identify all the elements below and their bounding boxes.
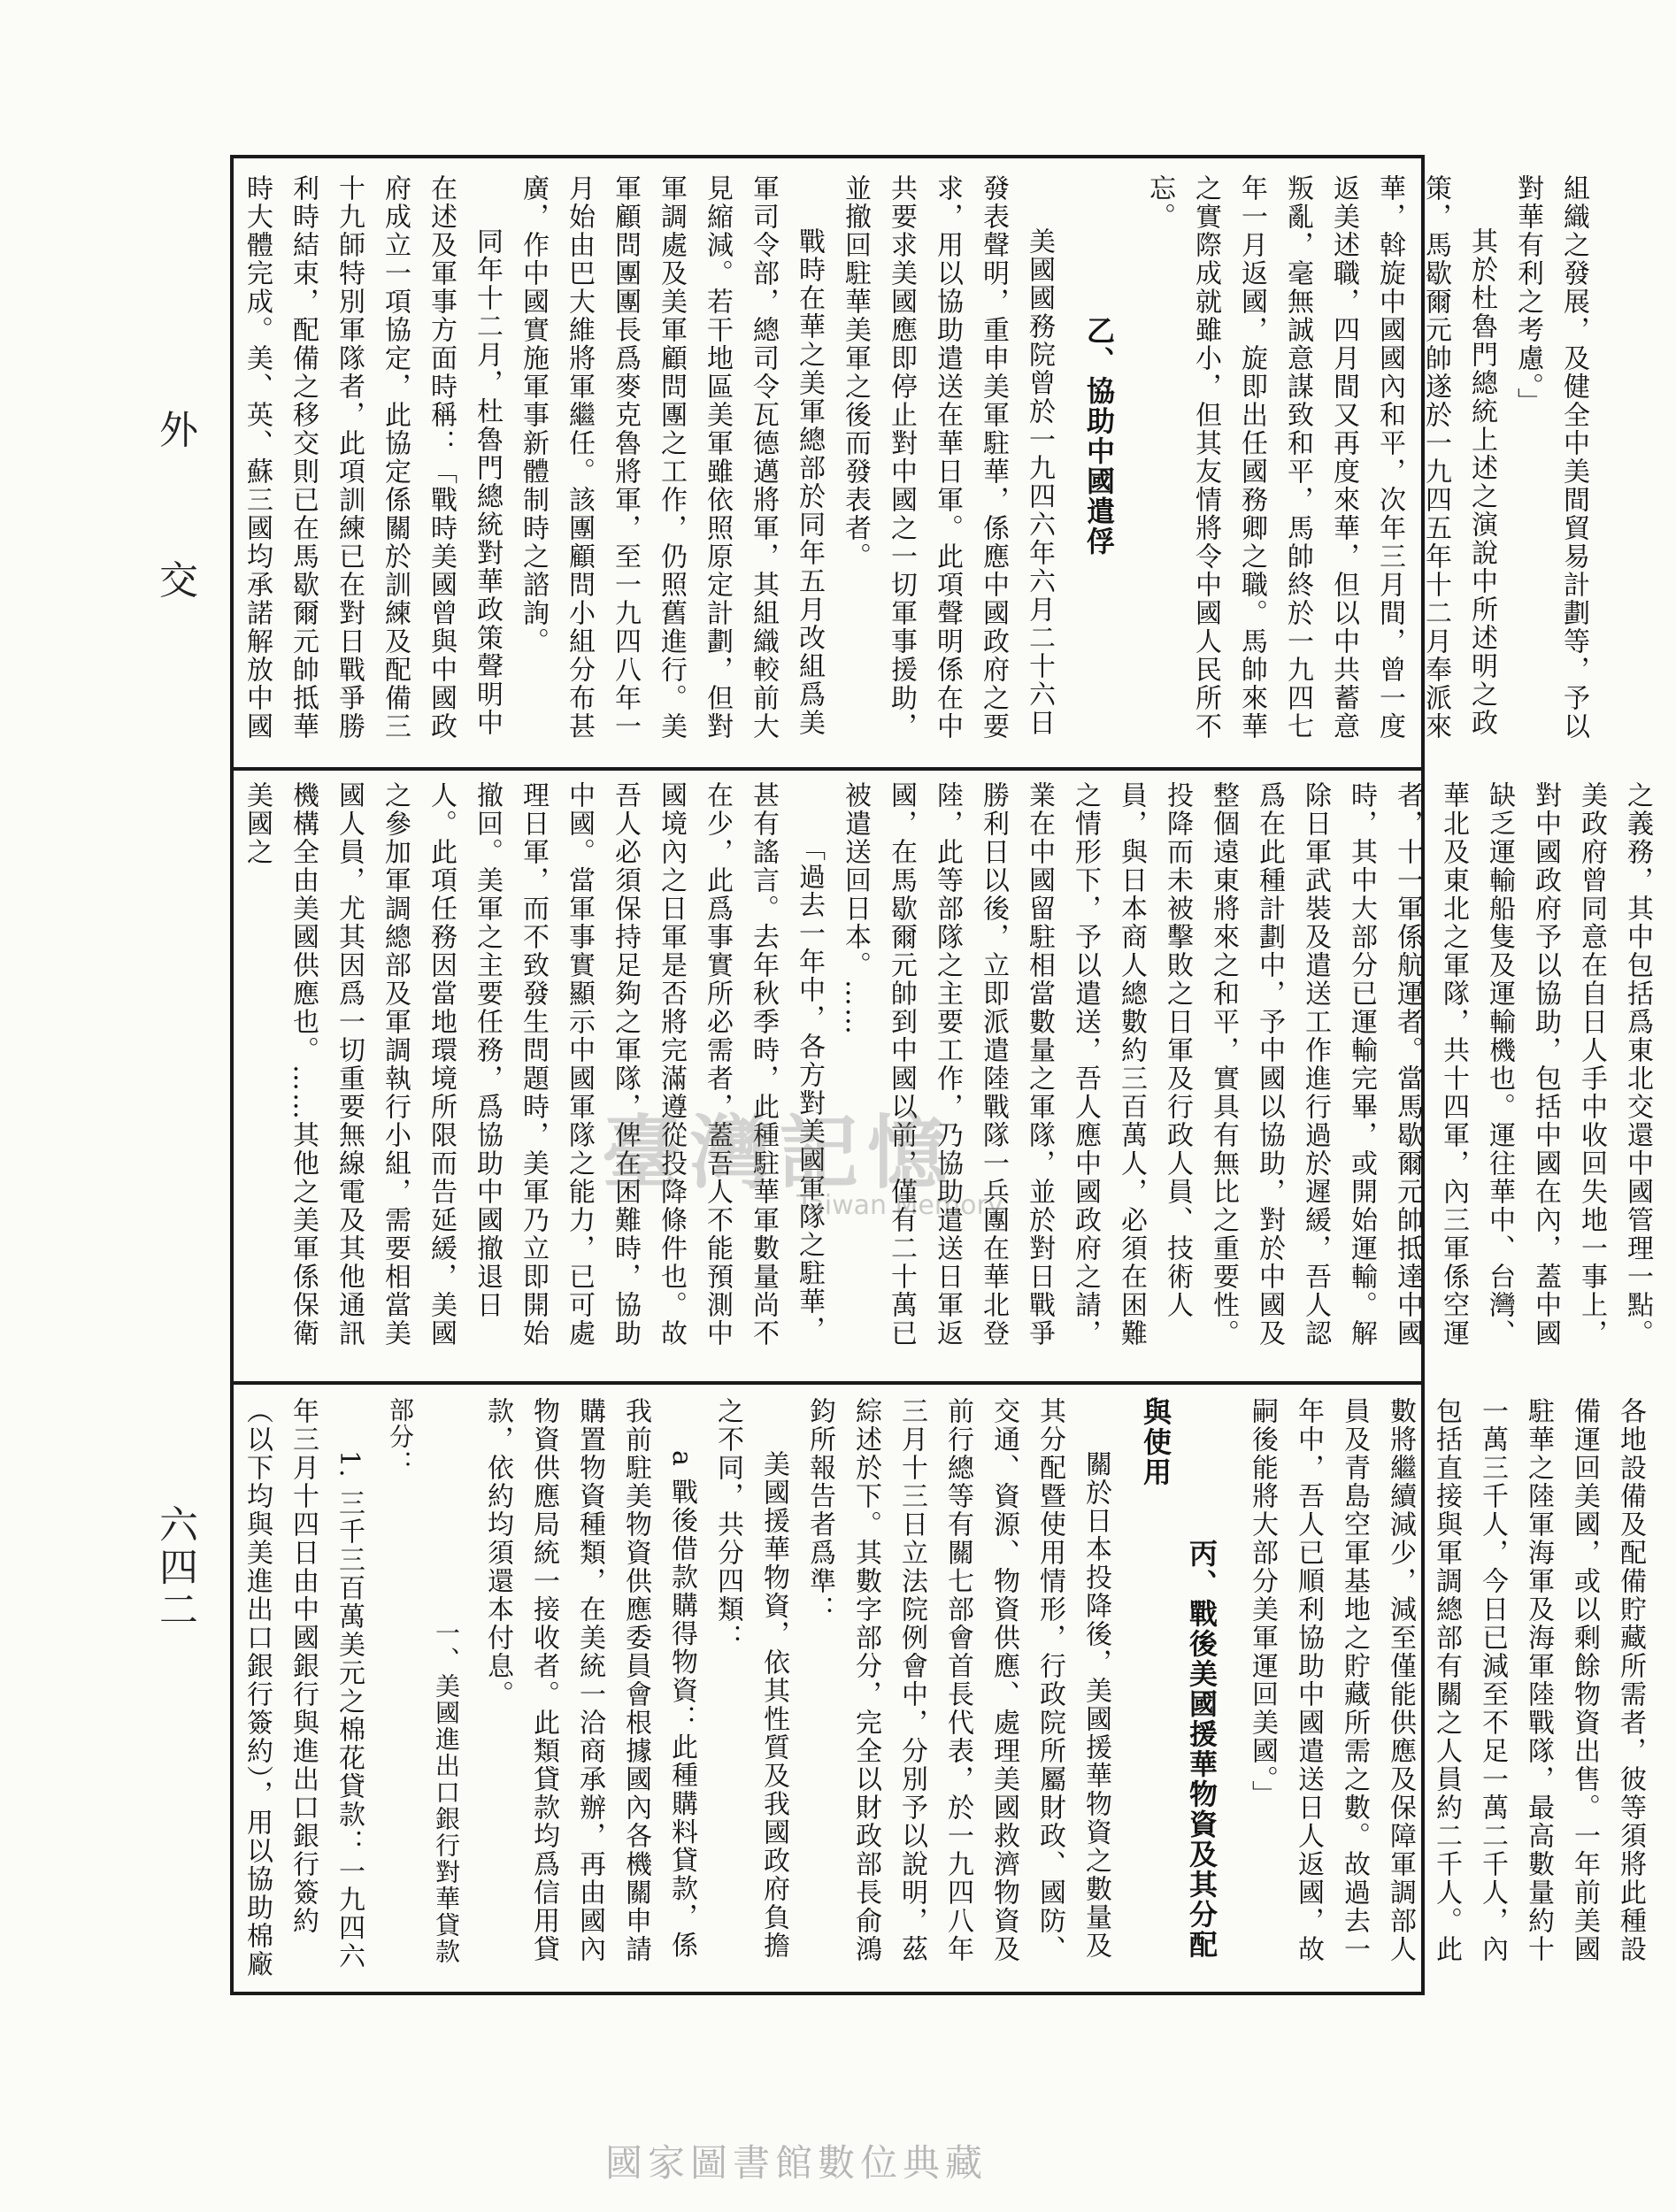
paragraph: 之義務，其中包括爲東北交還中國管理一點。美政府曾同意在自日人手中收回失地一事上，對中國政府予以協助，包括中國在內，蓋中國缺乏運輸船隻及運輸機也。運往華中、台灣、華北及東北之軍隊，共十四軍，內三軍係空運者，十一軍係航運者。當馬歇爾元帥抵達中國時，其中大部分已運輸完畢，或開始運輸。解除日軍武裝及遣送工作進行過於遲緩，吾人認爲在此種計劃中，予中國以協助，對於中國及整個遠東將來之和平，實具有無比之重要性。投降而未被擊敗之日軍及行政人員、技術人員，與日本商人總數約三百萬人，必須在困難之情形下，予以遣送，吾人應中國政府之請，業在中國留駐相當數量之軍隊，並於對日戰爭勝利日以後，立即派遣陸戰隊一兵團在華北登陸，此等部隊之主要工作，乃協助遣送日軍返國，在馬歇爾元帥到中國以前，僅有二十萬已被遣送回日本。…… [840, 781, 1653, 1348]
paragraph: 關於日本投降後，美國援華物資之數量及其分配暨使用情形，行政院所屬財政、國防、交通、資源、物資供應、處理美國救濟物資及前行總等有關七部會首長代表，於一九四八年三月十三日立法院例會中，分別予以說明，茲綜述於下。其數字部分，完全以財政部長俞鴻鈞所報告者爲準： [804, 1397, 1111, 1963]
margin-char-bottom: 交 [159, 558, 198, 603]
section-bottom [234, 1397, 1646, 1983]
watermark-logo-en: Taiwan Memory [796, 1190, 1003, 1221]
margin-char-top: 外 [159, 408, 198, 453]
divider [234, 767, 1421, 771]
section-bottom-text [234, 1397, 1669, 1983]
page-number: 六四二 [152, 1504, 197, 1632]
watermark-logo: 臺灣記憶 [602, 1106, 956, 1200]
paragraph: 美國國務院曾於一九四六年六月二十六日發表聲明，重申美軍駐華，係應中國政府之要求，用以協助遣送在華日軍。此項聲明係在中共要求美國應即停止對中國之一切軍事援助，並撤回駐華美軍之後而發表者。 [840, 174, 1055, 741]
paragraph: 各地設備及配備貯藏所需者，彼等須將此種設備運回美國，或以剩餘物資出售。一年前美國駐華之陸軍海軍及海軍陸戰隊，最高數量約十一萬三千人，今日已減至不足一萬二千人，內包括直接與軍調總部有關之人員約二千人。此數將繼續減少，減至僅能供應及保障軍調部人員及青島空軍基地之貯藏所需之數。故過去一年中，吾人已順利協助中國遣送日人返國，故嗣後能將大部分美軍運回美國。」 [1247, 1397, 1646, 1963]
page-frame [230, 155, 1653, 1995]
paragraph: a 戰後借款購得物資：此種購料貸款，係我前駐美物資供應委員會根據國內各機關申請購置物資種類，在美統一洽商承辦，再由國內物資供應局統一接收者。此類貸款均爲信用貸款，依約均須還本付息。 [482, 1397, 697, 1963]
subheading: 乙、協助中國遣俘 [1082, 316, 1116, 557]
paragraph: 美國援華物資，依其性質及我國政府負擔之不同，共分四類： [712, 1397, 789, 1960]
paragraph: 同年十二月，杜魯門總統對華政策聲明中在述及軍事方面時稱：「戰時美國曾與中國政府成立一項協定，此協定係關於訓練及配備三十九師特別軍隊者，此項訓練已在對日戰爭勝利時結束，配備之移交則已在馬歇爾元帥抵華時大體完成。美、英、蘇三國均承諾解放中國 [242, 174, 503, 741]
paragraph: 1. 三千三百萬美元之棉花貸款：一九四六年三月十四日由中國銀行與進出口銀行簽約（以下均與美進出口銀行簽約），用以協助棉廠 [242, 1397, 365, 1978]
subheading: 丙、戰後美國援華物資及其分配與使用 [1139, 1397, 1219, 1960]
footer-text: 國家圖書館數位典藏 [604, 2141, 988, 2185]
section-middle-text [234, 781, 1676, 1369]
paragraph: 一、美國進出口銀行對華貸款部分： [386, 1397, 461, 1965]
section-top [234, 174, 1589, 758]
paragraph: 其於杜魯門總統上述之演說中所述明之政策，馬歇爾元帥遂於一九四五年十二月奉派來華，斡旋中國國內和平，次年三月間，曾一度返美述職，四月間又再度來華，但以中共蓄意叛亂，毫無誠意謀致和平，馬帥終於一九四七年一月返國，旋即出任國務卿之職。馬帥來華之實際成就雖小，但其友情將令中國人民所不忘。 [1144, 174, 1497, 741]
paragraph: 「過去一年中，各方對美國軍隊之駐華，甚有謠言。去年秋季時，此種駐華軍數量尚不在少，此爲事實所必需者，蓋吾人不能預測中國境內之日軍是否將完滿遵從投降條件也。故吾人必須保持足夠之軍隊，俾在困難時，協助中國。當軍事實顯示中國軍隊之能力，已可處理日軍，而不致發生問題時，美軍乃立即開始撤回。美軍之主要任務，爲協助中國撤退日人。此項任務因當地環境所限而告延緩，美國之參加軍調總部及軍調執行小組，需要相當美國人員，尤其因爲一切重要無線電及其他通訊機構全由美國供應也。……其他之美軍係保衛美國之 [242, 781, 825, 1348]
paragraph: 組織之發展，及健全中美間貿易計劃等，予以對華有利之考慮。」 [1512, 174, 1589, 741]
section-middle [234, 781, 1653, 1369]
paragraph: 戰時在華之美軍總部於同年五月改組爲美軍司令部，總司令瓦德邁將軍，其組織較前大見縮減。若干地區美軍雖依照原定計劃，但對軍調處及美軍顧問團之工作，仍照舊進行。美軍顧問團團長爲麥克魯將軍，至一九四八年一月始由巴大維將軍繼任。該團顧問小組分布甚廣，作中國實施軍事新體制時之諮詢。 [518, 174, 825, 741]
divider [234, 1381, 1421, 1385]
section-top-text [234, 174, 1612, 758]
